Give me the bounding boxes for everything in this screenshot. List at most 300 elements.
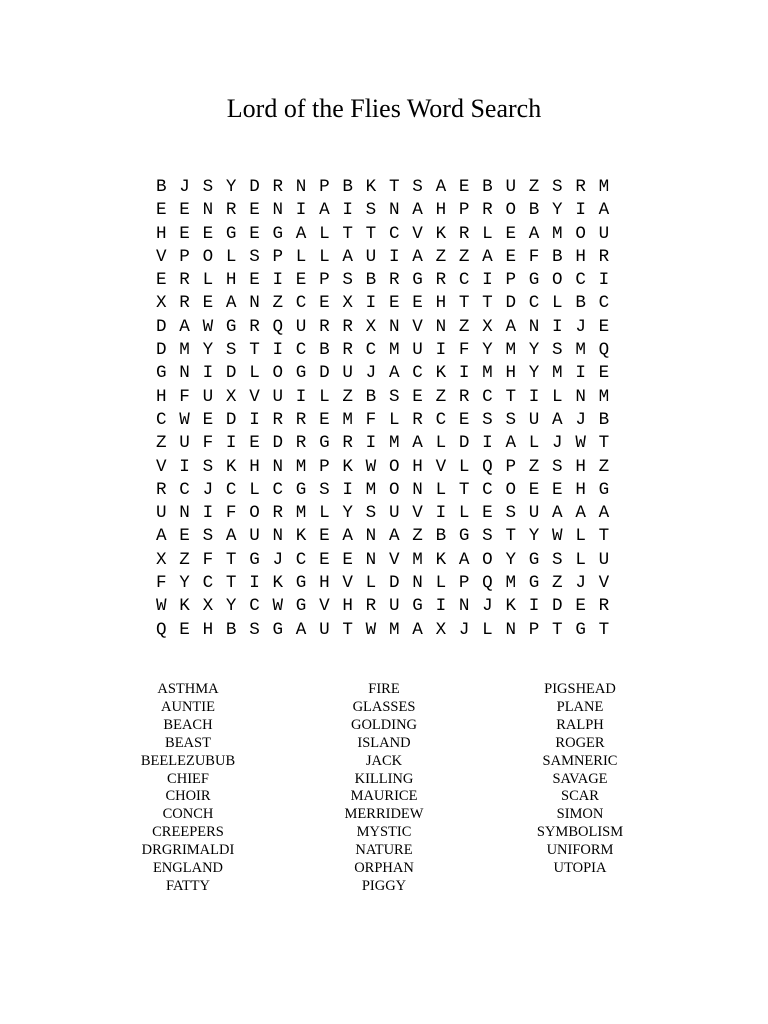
grid-cell: R — [342, 316, 353, 337]
grid-row — [156, 386, 622, 409]
grid-cell: I — [482, 270, 493, 291]
grid-cell: V — [412, 223, 423, 244]
word-item: DRGRIMALDI — [141, 842, 235, 859]
grid-cell: V — [156, 456, 167, 477]
grid-cell: L — [458, 456, 470, 477]
grid-cell: O — [272, 363, 284, 384]
grid-cell: D — [552, 596, 563, 617]
grid-cell: S — [319, 479, 330, 500]
grid-cell: U — [598, 223, 610, 244]
grid-row — [156, 619, 622, 642]
grid-cell: B — [225, 619, 237, 640]
grid-cell: U — [202, 386, 214, 407]
grid-cell: S — [202, 177, 214, 197]
grid-cell: A — [342, 246, 353, 267]
grid-cell: I — [272, 340, 284, 361]
grid-cell: C — [388, 223, 400, 244]
grid-cell: C — [249, 596, 260, 617]
grid-cell: N — [388, 316, 400, 337]
page-title: Lord of the Flies Word Search — [226, 94, 542, 123]
grid-cell: N — [505, 619, 517, 640]
grid-cell: K — [505, 596, 517, 617]
grid-cell: H — [412, 456, 423, 477]
word-item: PLANE — [556, 698, 604, 715]
word-item: BEELEZUBUB — [140, 752, 236, 769]
grid-cell: B — [319, 340, 330, 361]
grid-cell: N — [295, 177, 307, 197]
grid-cell: H — [575, 246, 586, 267]
grid-cell: S — [482, 526, 493, 547]
grid-cell: R — [272, 503, 284, 524]
grid-cell: D — [225, 363, 237, 384]
grid-cell: K — [295, 526, 307, 547]
grid-cell: C — [295, 293, 307, 314]
grid-cell: O — [505, 479, 517, 500]
grid-cell: L — [575, 526, 586, 547]
grid-cell: P — [505, 270, 517, 291]
grid-cell: A — [412, 246, 423, 267]
grid-cell: N — [179, 363, 190, 384]
grid-cell: S — [552, 549, 563, 570]
word-item: SYMBOLISM — [536, 824, 624, 841]
grid-cell: R — [342, 433, 353, 454]
grid-cell: W — [179, 409, 190, 430]
grid-cell: G — [225, 223, 237, 244]
grid-cell: I — [202, 363, 214, 384]
grid-cell: N — [272, 200, 284, 221]
grid-cell: V — [249, 386, 260, 407]
grid-cell: E — [412, 293, 423, 314]
grid-cell: N — [388, 200, 400, 221]
grid-cell: S — [202, 526, 214, 547]
grid-row — [156, 199, 622, 222]
grid-cell: J — [575, 316, 586, 337]
grid-cell: R — [225, 200, 237, 221]
grid-cell: K — [272, 573, 284, 594]
grid-cell: I — [528, 386, 540, 407]
grid-cell: T — [249, 340, 260, 361]
grid-cell: I — [295, 200, 307, 221]
grid-cell: C — [365, 340, 377, 361]
grid-cell: M — [598, 177, 610, 197]
grid-cell: H — [319, 573, 330, 594]
grid-cell: N — [458, 596, 470, 617]
grid-cell: M — [388, 340, 400, 361]
grid-cell: E — [319, 549, 330, 570]
grid-cell: S — [505, 409, 517, 430]
word-item: GOLDING — [350, 716, 418, 733]
grid-cell: Y — [482, 340, 493, 361]
grid-cell: U — [179, 433, 190, 454]
grid-cell: S — [342, 270, 353, 291]
grid-cell: M — [505, 340, 517, 361]
grid-cell: F — [225, 503, 237, 524]
grid-cell: I — [249, 573, 260, 594]
grid-cell: M — [179, 340, 190, 361]
grid-cell: Q — [482, 456, 493, 477]
grid-cell: C — [156, 409, 167, 430]
grid-cell: L — [388, 409, 400, 430]
grid-row — [156, 502, 622, 525]
word-item: UTOPIA — [553, 860, 607, 877]
grid-cell: O — [249, 503, 260, 524]
grid-cell: T — [388, 177, 400, 197]
grid-row — [156, 316, 622, 339]
grid-cell: Z — [528, 456, 540, 477]
grid-cell: S — [388, 386, 400, 407]
grid-cell: I — [365, 433, 377, 454]
grid-cell: A — [528, 223, 540, 244]
grid-cell: E — [179, 223, 190, 244]
grid-cell: I — [388, 246, 400, 267]
word-item: MYSTIC — [356, 824, 412, 841]
grid-cell: K — [225, 456, 237, 477]
grid-cell: Z — [272, 293, 284, 314]
grid-cell: L — [435, 479, 447, 500]
grid-cell: M — [505, 573, 517, 594]
grid-cell: G — [295, 573, 307, 594]
grid-cell: P — [458, 573, 470, 594]
grid-cell: T — [458, 293, 470, 314]
word-item: CONCH — [162, 806, 214, 823]
grid-cell: O — [482, 549, 493, 570]
grid-cell: P — [179, 246, 190, 267]
grid-cell: T — [482, 293, 493, 314]
grid-cell: M — [342, 409, 353, 430]
grid-cell: S — [552, 340, 563, 361]
grid-cell: A — [598, 503, 610, 524]
grid-cell: E — [388, 293, 400, 314]
grid-cell: R — [156, 479, 167, 500]
grid-cell: H — [575, 456, 586, 477]
grid-row — [156, 549, 622, 572]
grid-cell: R — [342, 340, 353, 361]
grid-cell: R — [295, 409, 307, 430]
grid-cell: G — [412, 270, 423, 291]
grid-cell: X — [365, 316, 377, 337]
grid-row — [156, 269, 622, 292]
grid-cell: N — [179, 503, 190, 524]
grid-cell: A — [342, 526, 353, 547]
grid-cell: G — [295, 363, 307, 384]
grid-cell: E — [505, 223, 517, 244]
grid-cell: C — [598, 293, 610, 314]
grid-cell: E — [458, 177, 470, 197]
grid-cell: I — [342, 200, 353, 221]
grid-cell: L — [319, 503, 330, 524]
grid-cell: A — [388, 363, 400, 384]
grid-cell: Q — [482, 573, 493, 594]
grid-cell: K — [365, 177, 377, 197]
grid-cell: S — [552, 177, 563, 197]
grid-cell: I — [202, 503, 214, 524]
grid-cell: F — [365, 409, 377, 430]
grid-cell: N — [575, 386, 586, 407]
grid-cell: S — [552, 456, 563, 477]
grid-cell: A — [179, 316, 190, 337]
grid-cell: L — [225, 246, 237, 267]
grid-cell: R — [482, 200, 493, 221]
grid-cell: E — [156, 200, 167, 221]
word-item: SCAR — [561, 788, 599, 805]
word-item: MERRIDEW — [344, 806, 424, 823]
word-item: SAMNERIC — [542, 752, 618, 769]
grid-cell: X — [156, 293, 167, 314]
grid-cell: B — [156, 177, 167, 197]
grid-cell: V — [342, 573, 353, 594]
grid-row — [156, 525, 622, 548]
grid-cell: R — [388, 270, 400, 291]
grid-cell: T — [598, 619, 610, 640]
grid-cell: D — [156, 316, 167, 337]
grid-cell: G — [272, 619, 284, 640]
grid-cell: B — [342, 177, 353, 197]
grid-cell: M — [295, 503, 307, 524]
grid-cell: L — [552, 386, 563, 407]
grid-row — [156, 339, 622, 362]
grid-cell: T — [365, 223, 377, 244]
grid-cell: M — [295, 456, 307, 477]
grid-cell: Z — [179, 549, 190, 570]
grid-cell: Y — [225, 177, 237, 197]
grid-cell: R — [598, 596, 610, 617]
grid-cell: J — [202, 479, 214, 500]
grid-cell: A — [458, 549, 470, 570]
grid-cell: F — [202, 549, 214, 570]
grid-cell: B — [528, 200, 540, 221]
grid-cell: M — [598, 386, 610, 407]
grid-cell: J — [272, 549, 284, 570]
grid-cell: C — [482, 479, 493, 500]
grid-cell: A — [412, 433, 423, 454]
grid-cell: R — [598, 246, 610, 267]
grid-row — [156, 595, 622, 618]
grid-cell: Y — [225, 596, 237, 617]
grid-cell: I — [598, 270, 610, 291]
grid-cell: O — [388, 456, 400, 477]
grid-cell: L — [528, 433, 540, 454]
grid-cell: S — [225, 340, 237, 361]
grid-cell: I — [225, 433, 237, 454]
grid-cell: J — [552, 433, 563, 454]
grid-cell: S — [365, 200, 377, 221]
grid-cell: J — [482, 596, 493, 617]
grid-cell: Y — [528, 340, 540, 361]
word-item: ROGER — [555, 734, 605, 751]
grid-cell: J — [458, 619, 470, 640]
grid-cell: O — [575, 223, 586, 244]
word-item: SIMON — [556, 806, 604, 823]
grid-cell: F — [202, 433, 214, 454]
grid-cell: E — [249, 270, 260, 291]
grid-cell: X — [342, 293, 353, 314]
grid-cell: G — [249, 549, 260, 570]
grid-cell: V — [435, 456, 447, 477]
grid-cell: B — [435, 526, 447, 547]
grid-cell: Y — [505, 549, 517, 570]
grid-cell: N — [272, 526, 284, 547]
grid-cell: B — [482, 177, 493, 197]
grid-cell: A — [598, 200, 610, 221]
grid-cell: Z — [435, 246, 447, 267]
grid-cell: A — [505, 433, 517, 454]
grid-cell: D — [249, 177, 260, 197]
grid-cell: L — [319, 223, 330, 244]
grid-cell: V — [412, 503, 423, 524]
word-item: RALPH — [556, 716, 604, 733]
grid-cell: F — [156, 573, 167, 594]
grid-cell: H — [435, 200, 447, 221]
word-item: PIGGY — [361, 877, 407, 894]
grid-cell: A — [295, 619, 307, 640]
grid-cell: T — [342, 619, 353, 640]
grid-cell: L — [482, 223, 493, 244]
grid-cell: Q — [272, 316, 284, 337]
grid-cell: E — [342, 549, 353, 570]
word-list — [92, 681, 676, 896]
grid-cell: U — [249, 526, 260, 547]
grid-cell: I — [435, 596, 447, 617]
grid-cell: Y — [552, 200, 563, 221]
grid-cell: W — [202, 316, 214, 337]
grid-cell: B — [552, 246, 563, 267]
grid-cell: G — [575, 619, 586, 640]
grid-cell: X — [225, 386, 237, 407]
grid-cell: U — [156, 503, 167, 524]
grid-cell: Z — [458, 246, 470, 267]
grid-cell: D — [225, 409, 237, 430]
grid-cell: E — [412, 386, 423, 407]
grid-cell: H — [342, 596, 353, 617]
grid-cell: Y — [179, 573, 190, 594]
grid-cell: C — [482, 386, 493, 407]
word-item: FIRE — [368, 681, 400, 697]
grid-cell: E — [458, 409, 470, 430]
grid-cell: F — [179, 386, 190, 407]
grid-cell: C — [575, 270, 586, 291]
grid-cell: G — [272, 223, 284, 244]
grid-cell: Z — [435, 386, 447, 407]
grid-cell: U — [295, 316, 307, 337]
grid-cell: U — [412, 340, 423, 361]
grid-cell: Z — [552, 573, 563, 594]
grid-cell: G — [412, 596, 423, 617]
grid-cell: S — [249, 619, 260, 640]
grid-cell: E — [249, 223, 260, 244]
grid-cell: L — [249, 363, 260, 384]
grid-cell: G — [528, 573, 540, 594]
grid-cell: K — [435, 549, 447, 570]
grid-cell: E — [179, 619, 190, 640]
grid-cell: Z — [528, 177, 540, 197]
grid-cell: E — [552, 479, 563, 500]
grid-cell: A — [156, 526, 167, 547]
grid-cell: I — [179, 456, 190, 477]
grid-cell: E — [505, 246, 517, 267]
grid-cell: J — [575, 409, 586, 430]
grid-row — [156, 409, 622, 432]
grid-cell: B — [365, 270, 377, 291]
grid-cell: V — [412, 316, 423, 337]
grid-cell: A — [482, 246, 493, 267]
grid-cell: S — [249, 246, 260, 267]
grid-cell: H — [225, 270, 237, 291]
grid-cell: R — [365, 596, 377, 617]
grid-cell: M — [482, 363, 493, 384]
grid-cell: X — [156, 549, 167, 570]
grid-cell: N — [412, 573, 423, 594]
grid-cell: R — [458, 386, 470, 407]
grid-cell: N — [249, 293, 260, 314]
grid-cell: R — [295, 433, 307, 454]
grid-cell: E — [179, 526, 190, 547]
grid-cell: E — [319, 409, 330, 430]
grid-cell: A — [225, 293, 237, 314]
grid-cell: W — [552, 526, 563, 547]
grid-cell: W — [272, 596, 284, 617]
grid-cell: N — [365, 549, 377, 570]
grid-cell: U — [528, 503, 540, 524]
grid-cell: T — [505, 526, 517, 547]
grid-cell: E — [156, 270, 167, 291]
grid-cell: V — [388, 549, 400, 570]
grid-cell: P — [319, 270, 330, 291]
grid-cell: M — [552, 363, 563, 384]
grid-cell: B — [365, 386, 377, 407]
grid-cell: I — [249, 409, 260, 430]
grid-cell: R — [272, 177, 284, 197]
grid-cell: N — [272, 456, 284, 477]
grid-cell: O — [505, 200, 517, 221]
grid-cell: O — [202, 246, 214, 267]
grid-cell: D — [272, 433, 284, 454]
grid-cell: C — [272, 479, 284, 500]
grid-cell: C — [412, 363, 423, 384]
grid-cell: L — [319, 246, 330, 267]
grid-cell: A — [505, 316, 517, 337]
grid-cell: C — [435, 409, 447, 430]
grid-cell: E — [202, 293, 214, 314]
grid-cell: I — [458, 363, 470, 384]
word-item: PIGSHEAD — [544, 681, 616, 697]
grid-cell: J — [179, 177, 190, 197]
grid-cell: E — [598, 316, 610, 337]
word-item: NATURE — [355, 842, 413, 859]
grid-cell: U — [528, 409, 540, 430]
word-item: MAURICE — [350, 788, 418, 805]
grid-cell: G — [598, 479, 610, 500]
grid-row — [156, 479, 622, 502]
grid-cell: P — [505, 456, 517, 477]
grid-cell: A — [319, 200, 330, 221]
word-item: ENGLAND — [152, 860, 224, 877]
grid-cell: Y — [342, 503, 353, 524]
grid-cell: E — [575, 596, 586, 617]
grid-cell: B — [575, 293, 586, 314]
grid-row — [156, 572, 622, 595]
grid-cell: E — [202, 409, 214, 430]
grid-cell: Y — [202, 340, 214, 361]
grid-cell: N — [202, 200, 214, 221]
grid-cell: A — [412, 619, 423, 640]
grid-cell: S — [505, 503, 517, 524]
grid-cell: L — [319, 386, 330, 407]
grid-cell: O — [552, 270, 563, 291]
grid-cell: L — [435, 433, 447, 454]
grid-cell: V — [156, 246, 167, 267]
grid-cell: U — [272, 386, 284, 407]
grid-cell: U — [598, 549, 610, 570]
